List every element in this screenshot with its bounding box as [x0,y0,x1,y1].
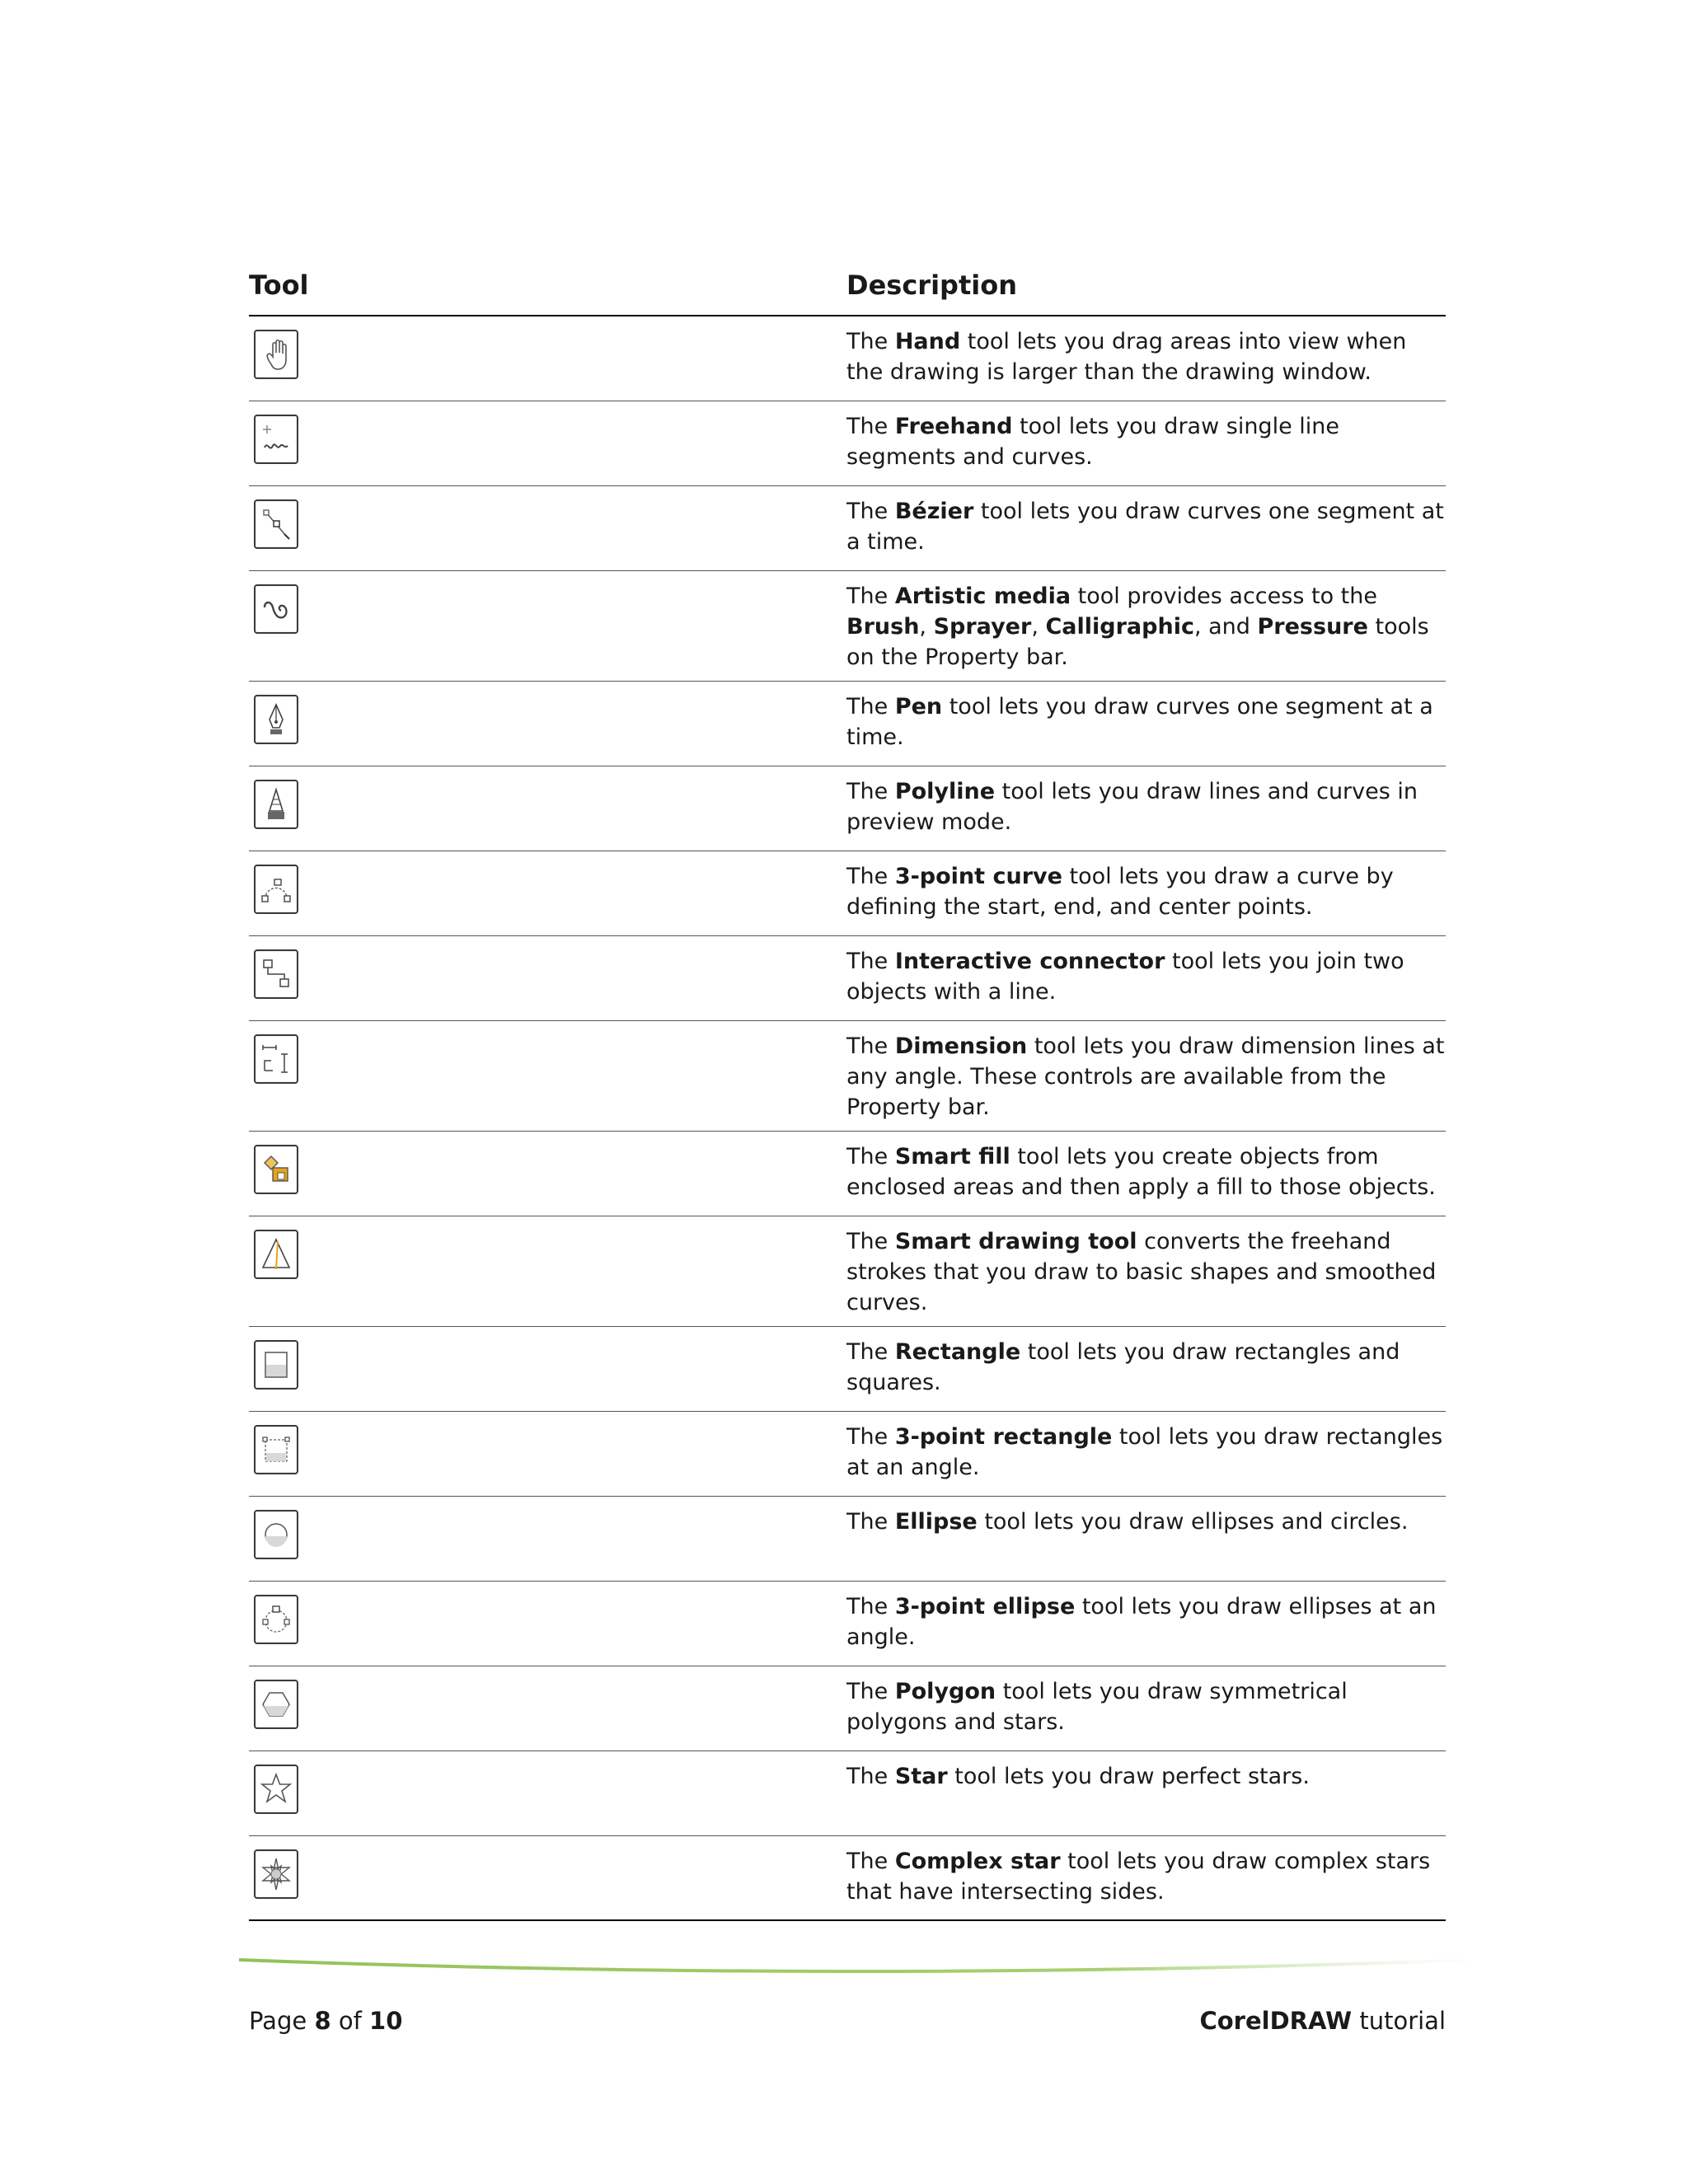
smart-drawing-icon [254,1230,298,1279]
description-text: tool lets you draw a curve by defining the start, end, and center points. [846,864,1394,920]
table-row [249,1666,1446,1751]
tool-description [846,1216,1446,1326]
tool-cell [249,851,846,935]
tool-table [249,257,1446,1921]
description-text: , [919,614,934,640]
tool-name: 3-point rectangle [894,1424,1113,1450]
description-text: The [846,1424,895,1450]
tool-name: Artistic media [894,583,1071,609]
tool-description [846,936,1446,1020]
description-text: tool lets you draw complex stars that have intersecting sides. [846,1849,1431,1905]
description-text: The [846,949,895,974]
tool-name: Calligraphic [1045,614,1194,640]
description-text: tool provides access to the [1071,583,1377,609]
description-text: tool lets you create objects from enclosed areas and then apply a fill to those objects. [846,1144,1436,1200]
tool-description [846,1582,1446,1666]
column-header-description: Description [846,269,1017,301]
tool-name: Rectangle [894,1339,1021,1365]
description-text: tool lets you join two objects with a line. [846,949,1404,1005]
table-row [249,1021,1446,1132]
tool-description [846,682,1446,766]
tool-cell [249,682,846,766]
description-text: The [846,1229,895,1254]
tool-description [846,1497,1446,1581]
tool-description [846,1666,1446,1750]
page-prefix: Page [249,2007,315,2035]
description-text: The [846,1144,895,1169]
tool-cell [249,1497,846,1581]
interactive-connector-icon [254,949,298,999]
description-text: tool lets you draw dimension lines at any angle. These controls are available from the Property bar. [846,1033,1445,1120]
page-total: 10 [369,2007,403,2035]
tool-description [846,486,1446,570]
tool-cell [249,1327,846,1411]
tool-name: Pressure [1257,614,1368,640]
tool-cell [249,1836,846,1919]
tool-cell [249,571,846,681]
tool-description [846,316,1446,401]
three-point-rectangle-icon [254,1425,298,1474]
tool-cell [249,1666,846,1750]
description-text: , and [1193,614,1258,640]
tool-cell [249,316,846,401]
description-text: The [846,414,895,439]
description-text: tool lets you draw perfect stars. [947,1764,1310,1789]
description-text: tool lets you draw single line segments and curves. [846,414,1339,470]
table-row [249,682,1446,766]
description-text: tool lets you draw symmetrical polygons and stars. [846,1679,1348,1735]
tool-name: Smart fill [894,1144,1010,1169]
description-text: The [846,694,895,719]
tool-description [846,766,1446,851]
tool-description [846,1132,1446,1216]
description-text: tool lets you draw rectangles and squares. [846,1339,1400,1395]
description-text: The [846,779,895,804]
table-row [249,401,1446,486]
description-text: tool lets you draw ellipses at an angle. [846,1594,1437,1650]
polygon-icon [254,1680,298,1729]
column-header-tool: Tool [249,269,309,301]
tool-name: Smart drawing tool [894,1229,1137,1254]
table-row [249,1412,1446,1497]
description-text: The [846,1509,895,1535]
tool-name: Ellipse [894,1509,978,1535]
table-row [249,1836,1446,1921]
description-text: The [846,864,895,889]
table-row [249,1132,1446,1216]
description-text: The [846,1849,895,1874]
page-current: 8 [314,2007,331,2035]
page-of: of [331,2007,370,2035]
tool-name: Star [894,1764,948,1789]
table-row [249,1751,1446,1836]
description-text: The [846,1339,895,1365]
tool-cell [249,1751,846,1835]
description-text: The [846,499,895,524]
tool-description [846,1751,1446,1835]
hand-icon [254,330,298,379]
pen-icon [254,695,298,744]
tool-cell [249,1132,846,1216]
table-body [249,316,1446,1921]
tool-cell [249,1216,846,1326]
description-text: tool lets you draw ellipses and circles. [977,1509,1409,1535]
tool-name: 3-point ellipse [894,1594,1076,1619]
footer-divider [239,1955,1475,1980]
tool-name: Brush [846,614,920,640]
description-text: tool lets you draw curves one segment at a time. [846,694,1433,750]
three-point-curve-icon [254,865,298,914]
description-text: tool lets you draw lines and curves in preview mode. [846,779,1418,835]
document-title [1199,2004,1446,2037]
page-number [249,2004,402,2037]
description-text: The [846,1764,895,1789]
table-row [249,316,1446,401]
description-text: The [846,329,895,354]
tool-description [846,851,1446,935]
tool-name: Sprayer [933,614,1032,640]
description-text: tools on the Property bar. [846,614,1429,670]
tool-cell [249,1582,846,1666]
bezier-icon [254,499,298,549]
description-text: , [1031,614,1046,640]
description-text: tool lets you drag areas into view when the drawing is larger than the drawing window. [846,329,1407,385]
polyline-icon [254,780,298,829]
dimension-icon [254,1034,298,1084]
description-text: The [846,1679,895,1704]
complex-star-icon [254,1849,298,1899]
table-row [249,571,1446,682]
tool-name: Dimension [894,1033,1028,1059]
star-icon [254,1765,298,1814]
description-text: converts the freehand strokes that you draw to basic shapes and smoothed curves. [846,1229,1437,1315]
tool-name: Bézier [894,499,974,524]
tool-description [846,1836,1446,1919]
table-row [249,1582,1446,1666]
tool-name: Freehand [894,414,1013,439]
freehand-icon [254,415,298,464]
tool-name: Polyline [894,779,996,804]
tool-name: Pen [894,694,943,719]
table-row [249,766,1446,851]
ellipse-icon [254,1510,298,1559]
description-text: The [846,1594,895,1619]
table-row [249,851,1446,936]
description-text: tool lets you draw curves one segment at a time. [846,499,1444,555]
tool-description [846,571,1446,681]
artistic-media-icon [254,584,298,634]
tool-name: Hand [894,329,961,354]
description-text: The [846,583,895,609]
table-row [249,486,1446,571]
tool-cell [249,1021,846,1131]
rectangle-icon [254,1340,298,1390]
table-row [249,1497,1446,1582]
document-type: tutorial [1352,2007,1446,2035]
table-header [249,257,1446,316]
product-name: CorelDRAW [1199,2007,1353,2035]
tool-description [846,401,1446,485]
tool-cell [249,766,846,851]
tool-name: Complex star [894,1849,1061,1874]
tool-description [846,1327,1446,1411]
table-row [249,936,1446,1021]
tool-name: Interactive connector [894,949,1165,974]
tool-description [846,1021,1446,1131]
tool-cell [249,1412,846,1496]
tool-description [846,1412,1446,1496]
tool-name: Polygon [894,1679,996,1704]
tool-cell [249,401,846,485]
three-point-ellipse-icon [254,1595,298,1644]
table-row [249,1216,1446,1327]
description-text: tool lets you draw rectangles at an angle. [846,1424,1443,1480]
description-text: The [846,1033,895,1059]
tool-cell [249,486,846,570]
tool-name: 3-point curve [894,864,1062,889]
smart-fill-icon [254,1145,298,1194]
table-row [249,1327,1446,1412]
tool-cell [249,936,846,1020]
